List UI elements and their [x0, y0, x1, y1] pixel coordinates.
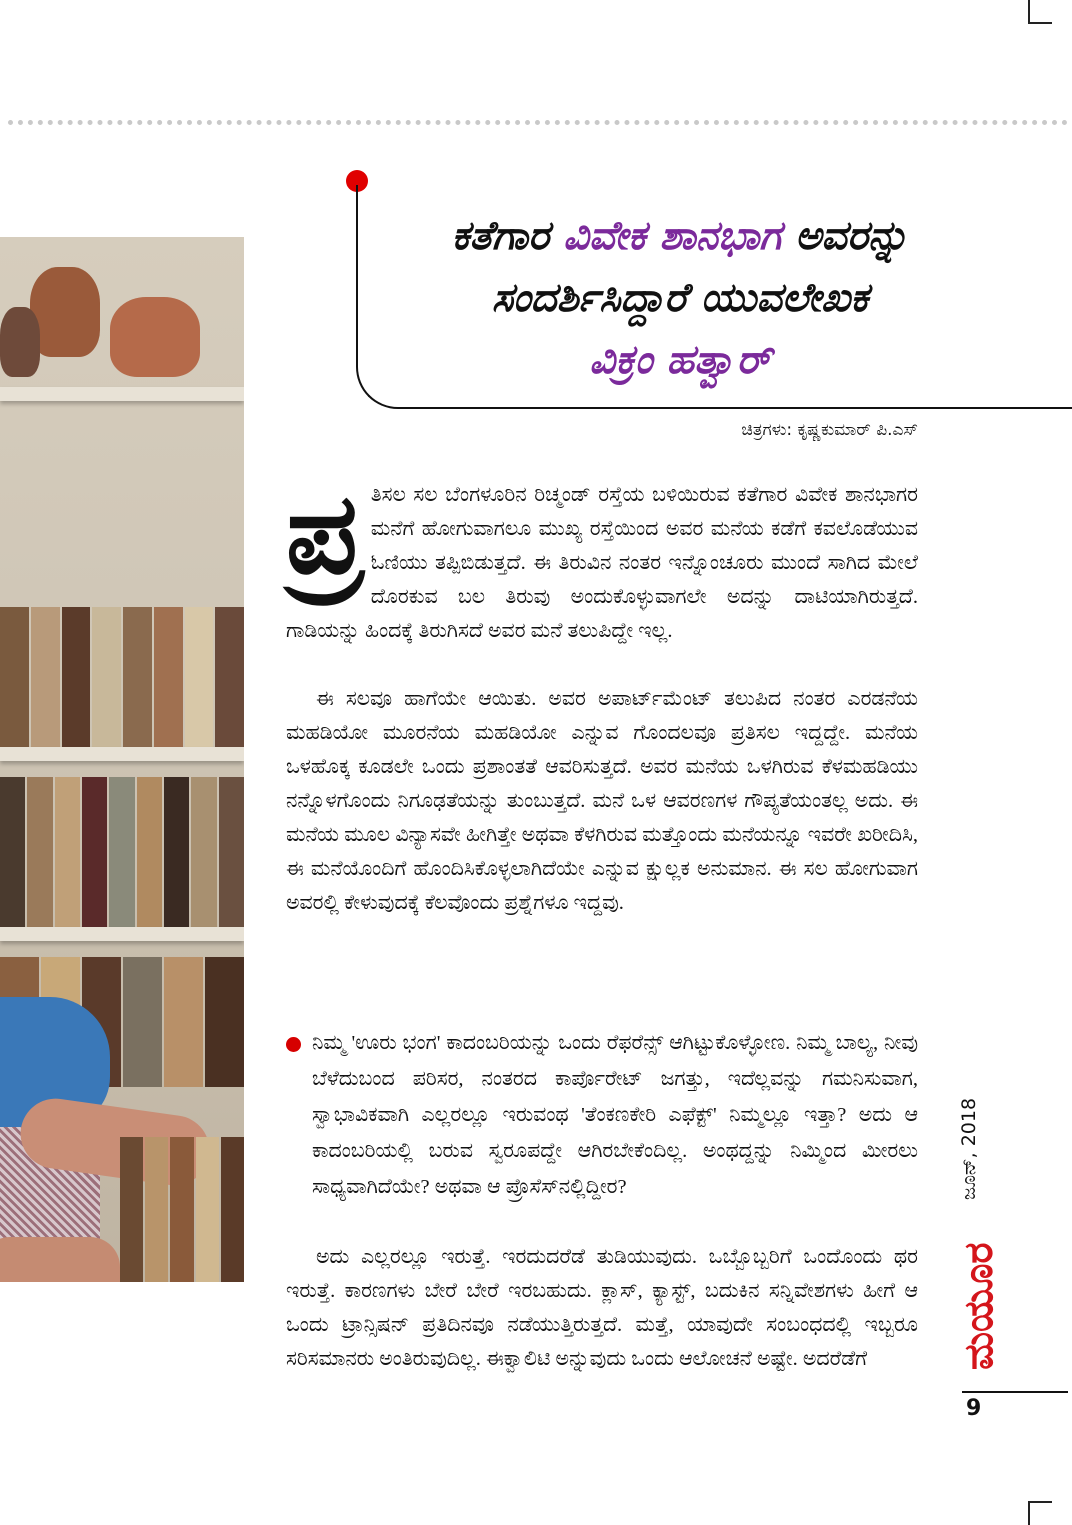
crop-mark-top-right: [1028, 0, 1052, 24]
article-title: [380, 205, 980, 391]
page-number: 9: [966, 1396, 982, 1421]
question-bullet-icon: [286, 1037, 301, 1052]
footer-rule: [962, 1391, 1068, 1393]
magazine-brand: ಮಯೂರ: [956, 1242, 1002, 1370]
author-photo: [0, 237, 244, 1282]
interviewee-name: ವಿವೇಕ ಶಾನಭಾಗ: [563, 213, 782, 259]
question-text: ನಿಮ್ಮ 'ಊರು ಭಂಗ' ಕಾದಂಬರಿಯನ್ನು ಒಂದು ರೆಫರೆನ್ಸ್ ಆಗಿಟ್ಟುಕೊಳ್ಳೋಣ. ನಿಮ್ಮ ಬಾಲ್ಯ, ನೀವು ಬೆಳೆದುಬಂದ ಪರಿಸರ, ನಂತರದ ಕಾರ್ಪೊರೇಟ್ ಜಗತ್ತು, ಇದೆಲ್ಲವನ್ನು ಗಮನಿಸುವಾಗ, ಸ್ವಾಭಾವಿಕವಾಗಿ ಎಲ್ಲರಲ್ಲೂ ಇರುವಂಥ 'ತೆಂಕಣಕೇರಿ ಎಫೆಕ್ಟ್' ನಿಮ್ಮಲ್ಲೂ ಇತ್ತಾ? ಅದು ಆ ಕಾದಂಬರಿಯಲ್ಲಿ ಬರುವ ಸ್ವರೂಪದ್ದೇ ಆಗಿರಬೇಕೆಂದಿಲ್ಲ. ಅಂಥದ್ದನ್ನು ನಿಮ್ಮಿಂದ ಮೀರಲು ಸಾಧ್ಯವಾಗಿದೆಯೇ? ಅಥವಾ ಆ ಪ್ರೊಸೆಸ್‌ನಲ್ಲಿದ್ದೀರ?: [312, 1032, 918, 1198]
dotted-divider: [8, 120, 1068, 125]
interviewer-name: ವಿಕ್ರಂ ಹತ್ವಾರ್: [589, 337, 771, 383]
drop-cap: ಪ್ರ: [286, 469, 363, 599]
issue-date: ಜೂನ್, 2018: [958, 1097, 980, 1200]
photo-credit: ಚಿತ್ರಗಳು: ಕೃಷ್ಣಕುಮಾರ್ ಪಿ.ಎಸ್: [741, 420, 918, 440]
question-block: [286, 1025, 918, 1205]
crop-mark-bottom-right: [1028, 1501, 1052, 1525]
intro-paragraph: ಪ್ರ ತಿಸಲ ಸಲ ಬೆಂಗಳೂರಿನ ರಿಚ್ಮಂಡ್ ರಸ್ತೆಯ ಬಳಿಯಿರುವ ಕತೆಗಾರ ವಿವೇಕ ಶಾನಭಾಗರ ಮನೆಗೆ ಹೋಗುವಾಗಲೂ ಮುಖ್ಯ ರಸ್ತೆಯಿಂದ ಅವರ ಮನೆಯ ಕಡೆಗೆ ಕವಲೊಡೆಯುವ ಓಣಿಯು ತಪ್ಪಿಬಿಡುತ್ತದೆ. ಈ ತಿರುವಿನ ನಂತರ ಇನ್ನೊಂಚೂರು ಮುಂದೆ ಸಾಗಿದ ಮೇಲೆ ದೊರಕುವ ಬಲ ತಿರುವು ಅಂದುಕೊಳ್ಳುವಾಗಲೇ ಅದನ್ನು ದಾಟಿಯಾಗಿರುತ್ತದೆ. ಗಾಡಿಯನ್ನು ಹಿಂದಕ್ಕೆ ತಿರುಗಿಸದೆ ಅವರ ಮನೆ ತಲುಪಿದ್ದೇ ಇಲ್ಲ.: [286, 469, 918, 642]
title-line-1: ಕತೆಗಾರ ವಿವೇಕ ಶಾನಭಾಗ ಅವರನ್ನು: [451, 213, 909, 259]
second-paragraph: ಈ ಸಲವೂ ಹಾಗೆಯೇ ಆಯಿತು. ಅವರ ಅಪಾರ್ಟ್‌ಮೆಂಟ್ ತಲುಪಿದ ನಂತರ ಎರಡನೆಯ ಮಹಡಿಯೋ ಮೂರನೆಯ ಮಹಡಿಯೋ ಎನ್ನುವ ಗೊಂದಲವೂ ಪ್ರತಿಸಲ ಇದ್ದದ್ದೇ. ಮನೆಯ ಒಳಹೊಕ್ಕ ಕೂಡಲೇ ಒಂದು ಪ್ರಶಾಂತತೆ ಆವರಿಸುತ್ತದೆ. ಅವರ ಮನೆಯ ಒಳಗಿರುವ ಕೆಳಮಹಡಿಯು ನನ್ನೊಳಗೊಂದು ನಿಗೂಢತೆಯನ್ನು ತುಂಬುತ್ತದೆ. ಮನೆ ಒಳ ಆವರಣಗಳ ಗೌಪ್ಯತೆಯಂತಲ್ಲ ಅದು. ಈ ಮನೆಯ ಮೂಲ ವಿನ್ಯಾಸವೇ ಹೀಗಿತ್ತೇ ಅಥವಾ ಕೆಳಗಿರುವ ಮತ್ತೊಂದು ಮನೆಯನ್ನೂ ಇವರೇ ಖರೀದಿಸಿ, ಈ ಮನೆಯೊಂದಿಗೆ ಹೊಂದಿಸಿಕೊಳ್ಳಲಾಗಿದೆಯೇ ಎನ್ನುವ ಕ್ಷುಲ್ಲಕ ಅನುಮಾನ. ಈ ಸಲ ಹೋಗುವಾಗ ಅವರಲ್ಲಿ ಕೇಳುವುದಕ್ಕೆ ಕೆಲವೊಂದು ಪ್ರಶ್ನೆಗಳೂ ಇದ್ದವು.: [286, 688, 918, 914]
answer-paragraph: ಅದು ಎಲ್ಲರಲ್ಲೂ ಇರುತ್ತೆ. ಇರದುದರೆಡೆ ತುಡಿಯುವುದು. ಒಬ್ಬೊಬ್ಬರಿಗೆ ಒಂದೊಂದು ಥರ ಇರುತ್ತೆ. ಕಾರಣಗಳು ಬೇರೆ ಬೇರೆ ಇರಬಹುದು. ಕ್ಲಾಸ್, ಕ್ಯಾಸ್ಟ್, ಬದುಕಿನ ಸನ್ನಿವೇಶಗಳು ಹೀಗೆ ಆ ಒಂದು ಟ್ರಾನ್ಸಿಷನ್ ಪ್ರತಿದಿನವೂ ನಡೆಯುತ್ತಿರುತ್ತದೆ. ಮತ್ತೆ, ಯಾವುದೇ ಸಂಬಂಧದಲ್ಲಿ ಇಬ್ಬರೂ ಸರಿಸಮಾನರು ಅಂತಿರುವುದಿಲ್ಲ. ಈಕ್ವಾಲಿಟಿ ಅನ್ನುವುದು ಒಂದು ಆಲೋಚನೆ ಅಷ್ಟೇ. ಅದರೆಡೆಗೆ: [286, 1246, 918, 1370]
title-line-2: ಸಂದರ್ಶಿಸಿದ್ದಾರೆ ಯುವಲೇಖಕ: [491, 275, 869, 321]
